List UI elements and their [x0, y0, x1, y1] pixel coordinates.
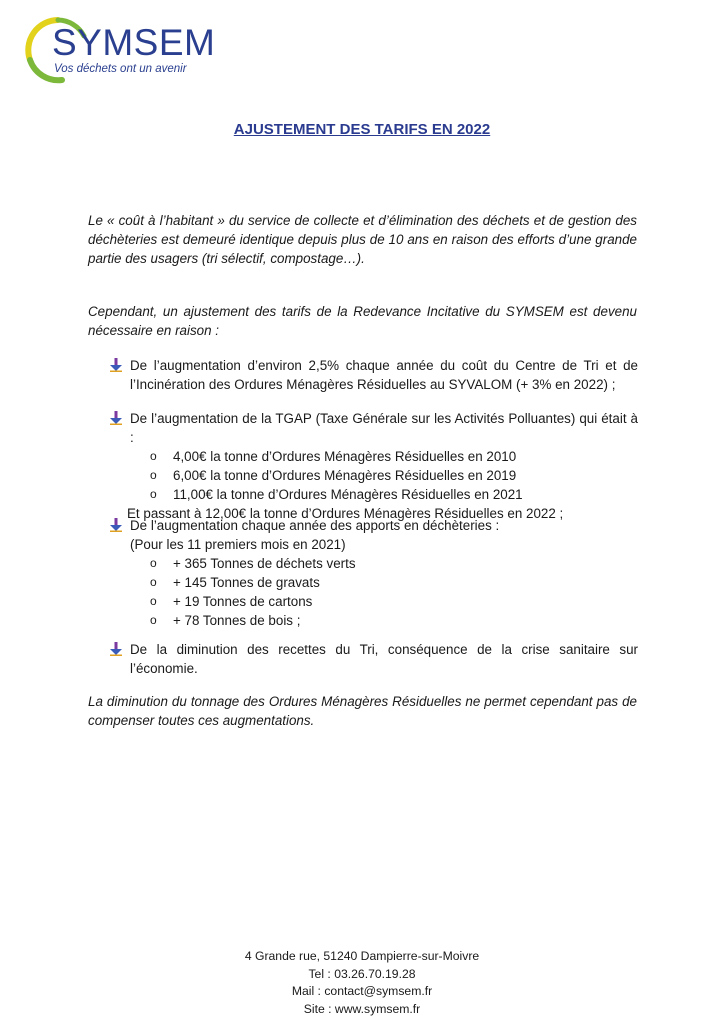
conclusion-paragraph: [88, 692, 637, 730]
sub-item: [150, 447, 638, 466]
cependant-text: Cependant, un ajustement des tarifs de la Redevance Incitative du SYMSEM est devenu nécessaire en raison :: [88, 304, 637, 338]
footer-website: Site : www.symsem.fr: [303, 1001, 421, 1016]
sub-item-text: 6,00€ la tonne d’Ordures Ménagères Résiduelles en 2019: [173, 468, 517, 483]
page-title: AJUSTEMENT DES TARIFS EN 2022: [233, 121, 491, 138]
circle-bullet-icon: o: [150, 575, 157, 589]
bullet-text: De l’augmentation d’environ 2,5% chaque année du coût du Centre de Tri et de l’Incinération des Ordures Ménagères Résiduelles au SYVALOM (+ 3% en 2022) ;: [130, 358, 638, 392]
bullet-text: De l’augmentation chaque année des apports en déchèteries :: [130, 518, 500, 533]
circle-bullet-icon: o: [150, 487, 157, 501]
bullet-item-1: [110, 356, 638, 394]
symsem-logo: [22, 14, 216, 86]
bullet-note-text: (Pour les 11 premiers mois en 2021): [130, 537, 346, 552]
bullet-followup-text: Et passant à 12,00€ la tonne d’Ordures Ménagères Résiduelles en 2022 ;: [127, 506, 564, 521]
footer: [0, 948, 724, 1018]
logo-wordmark: SYMSEM: [52, 22, 216, 63]
sub-item-text: 11,00€ la tonne d’Ordures Ménagères Résiduelles en 2021: [173, 487, 523, 502]
footer-email: Mail : contact@symsem.fr: [291, 984, 433, 998]
arrow-down-icon: [110, 411, 122, 425]
bullet-item-3: [110, 516, 638, 630]
circle-bullet-icon: o: [150, 594, 157, 608]
sub-item: [150, 485, 638, 504]
arrow-down-icon: [110, 518, 122, 532]
conclusion-text: La diminution du tonnage des Ordures Ménagères Résiduelles ne permet cependant pas de compenser toutes ces augmentations.: [88, 694, 637, 728]
sub-item-text: 4,00€ la tonne d’Ordures Ménagères Résiduelles en 2010: [173, 449, 517, 464]
sub-item: [150, 573, 638, 592]
sub-item-text: + 145 Tonnes de gravats: [173, 575, 320, 590]
bullet-text: De l’augmentation de la TGAP (Taxe Générale sur les Activités Polluantes) qui était à :: [130, 411, 638, 445]
arrow-down-icon: [110, 642, 122, 656]
sub-item-text: + 19 Tonnes de cartons: [173, 594, 313, 609]
sub-item: [150, 466, 638, 485]
footer-address: 4 Grande rue, 51240 Dampierre-sur-Moivre: [244, 949, 480, 963]
sub-item-text: + 365 Tonnes de déchets verts: [173, 556, 356, 571]
bullet-item-4: [110, 640, 638, 678]
circle-bullet-icon: o: [150, 613, 157, 627]
circle-bullet-icon: o: [150, 556, 157, 570]
footer-phone: Tel : 03.26.70.19.28: [308, 966, 416, 981]
cependant-paragraph: [88, 302, 637, 340]
circle-bullet-icon: o: [150, 449, 157, 463]
intro-text: Le « coût à l’habitant » du service de collecte et d’élimination des déchets et de gestion des déchèteries est demeuré identique depuis plus de 10 ans en raison des efforts d’une grande partie des usagers (tri sélectif, compostage…).: [88, 213, 637, 266]
intro-paragraph: [88, 211, 637, 268]
arrow-down-icon: [110, 358, 122, 372]
bullet-item-2: [110, 409, 638, 523]
sub-item-text: + 78 Tonnes de bois ;: [173, 613, 301, 628]
sub-item: [150, 554, 638, 573]
logo-tagline: Vos déchets ont un avenir: [54, 63, 187, 75]
sub-item: [150, 592, 638, 611]
circle-bullet-icon: o: [150, 468, 157, 482]
bullet-text: De la diminution des recettes du Tri, conséquence de la crise sanitaire sur l’économie.: [130, 642, 638, 676]
sub-item: [150, 611, 638, 630]
